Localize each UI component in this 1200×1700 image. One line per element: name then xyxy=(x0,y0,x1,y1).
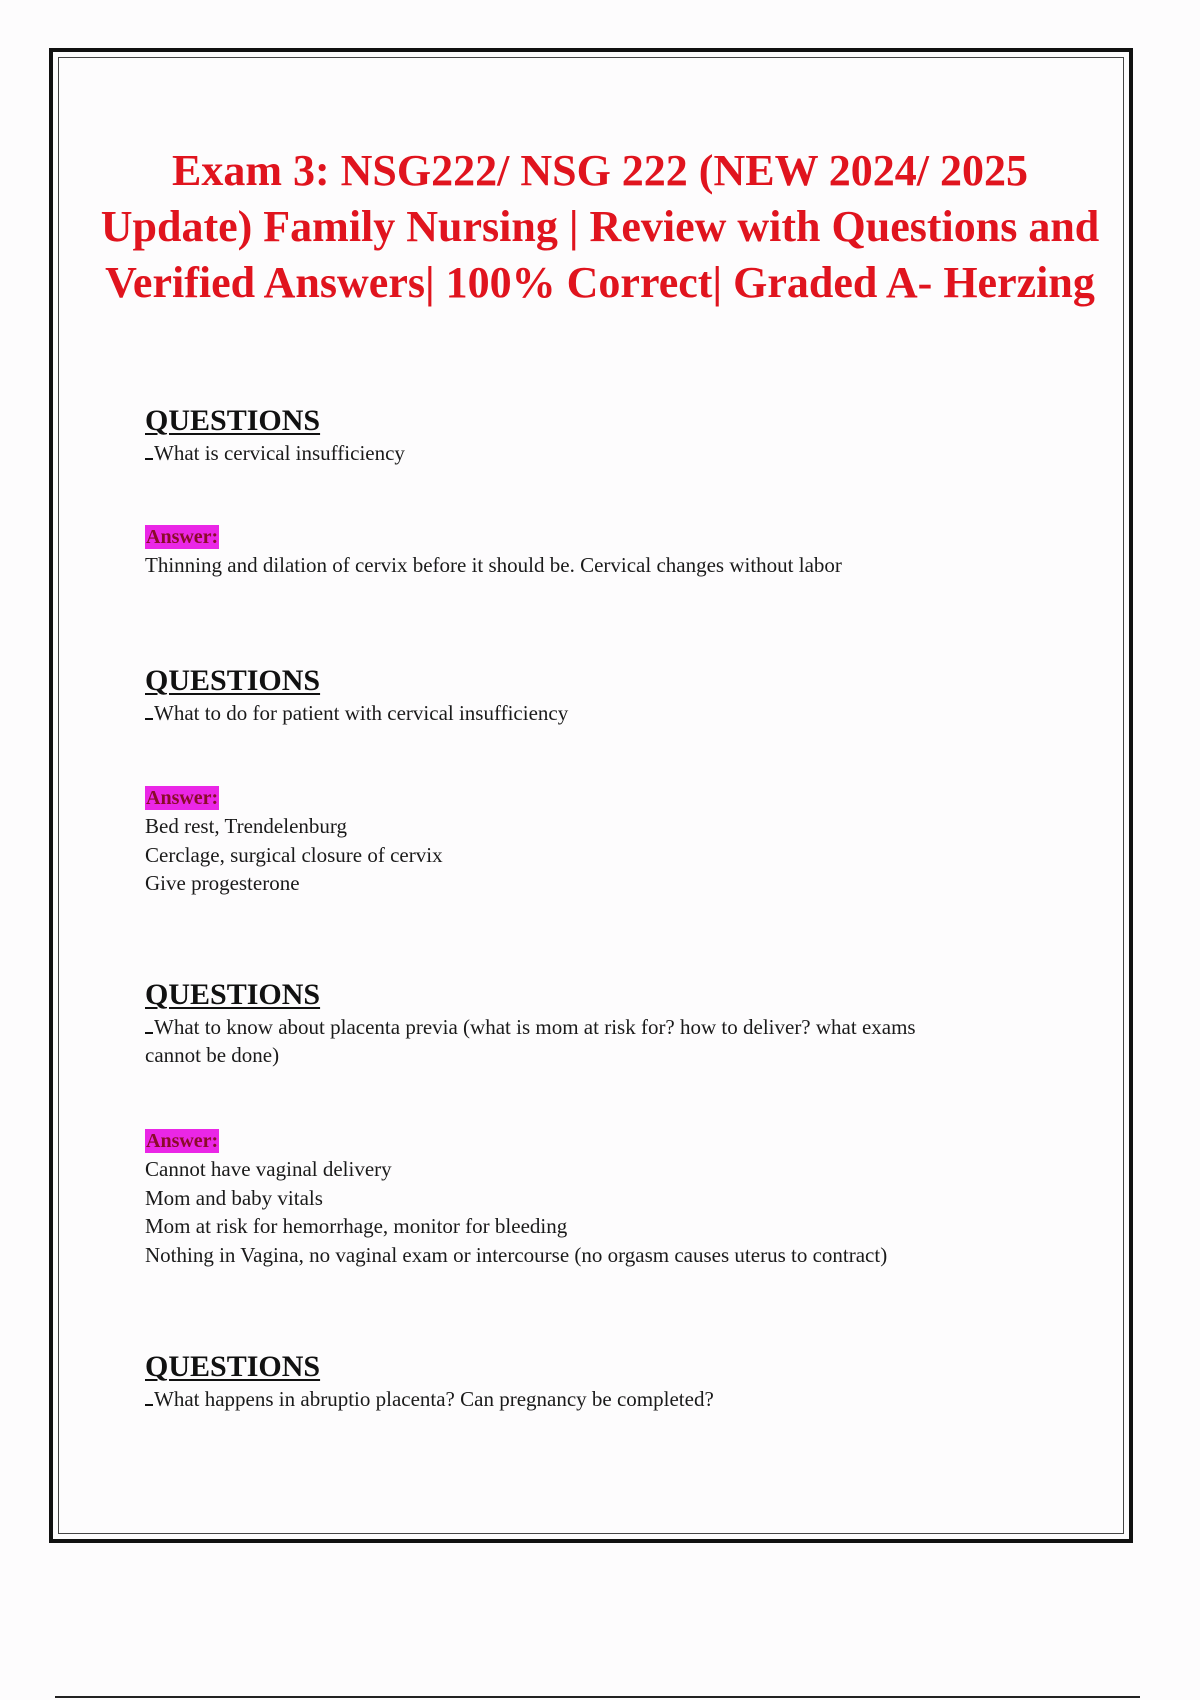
answer-text xyxy=(145,812,1045,898)
answer-line: Mom at risk for hemorrhage, monitor for bleeding xyxy=(145,1214,568,1238)
answer-line: Cannot have vaginal delivery xyxy=(145,1157,392,1181)
qa-block-3 xyxy=(145,979,1045,1069)
questions-heading: QUESTIONS xyxy=(145,1350,321,1383)
answer-line: Give progesterone xyxy=(145,871,300,895)
answer-label: Answer: xyxy=(146,1130,219,1152)
answer-block-1 xyxy=(145,525,1045,580)
answer-line: Mom and baby vitals xyxy=(145,1185,323,1210)
qa-block-1 xyxy=(145,405,1045,467)
answer-line: Cerclage, surgical closure of cervix xyxy=(145,842,443,867)
qa-block-4 xyxy=(145,1351,1045,1413)
question-text xyxy=(145,699,1045,727)
answer-label: Answer: xyxy=(146,787,219,809)
answer-text xyxy=(145,1155,1045,1269)
question-marker xyxy=(145,443,153,460)
questions-heading: QUESTIONS xyxy=(145,664,321,697)
question-marker xyxy=(145,703,153,720)
document-title: Exam 3: NSG222/ NSG 222 (NEW 2024/ 2025 Update) Family Nursing | Review with Questions and Verified Answers| 100% Correct| Graded A- Herzing xyxy=(100,146,1100,307)
question-text-content: What to do for patient with cervical insufficiency xyxy=(154,701,569,725)
question-text-content: What is cervical insufficiency xyxy=(154,441,405,465)
question-text xyxy=(145,1013,1045,1069)
qa-block-2 xyxy=(145,665,1045,727)
answer-line: Thinning and dilation of cervix before it should be. Cervical changes without labor xyxy=(145,553,842,577)
answer-line: Bed rest, Trendelenburg xyxy=(145,814,348,838)
question-text-content: cannot be done) xyxy=(145,1043,280,1067)
question-text-content: What to know about placenta previa (what is mom at risk for? how to deliver? what exams xyxy=(154,1015,916,1039)
question-marker xyxy=(145,1389,153,1406)
answer-block-3 xyxy=(145,1129,1045,1269)
answer-text xyxy=(145,551,1045,580)
questions-heading: QUESTIONS xyxy=(145,978,321,1011)
answer-block-2 xyxy=(145,786,1045,898)
question-text-content: What happens in abruptio placenta? Can pregnancy be completed? xyxy=(154,1387,714,1411)
question-text xyxy=(145,1385,1045,1413)
answer-line: Nothing in Vagina, no vaginal exam or intercourse (no orgasm causes uterus to contract) xyxy=(145,1242,888,1267)
question-text xyxy=(145,439,1045,467)
question-marker xyxy=(145,1017,153,1034)
answer-label: Answer: xyxy=(146,526,219,548)
questions-heading: QUESTIONS xyxy=(145,404,321,437)
page-bottom-rule xyxy=(55,1696,1140,1698)
